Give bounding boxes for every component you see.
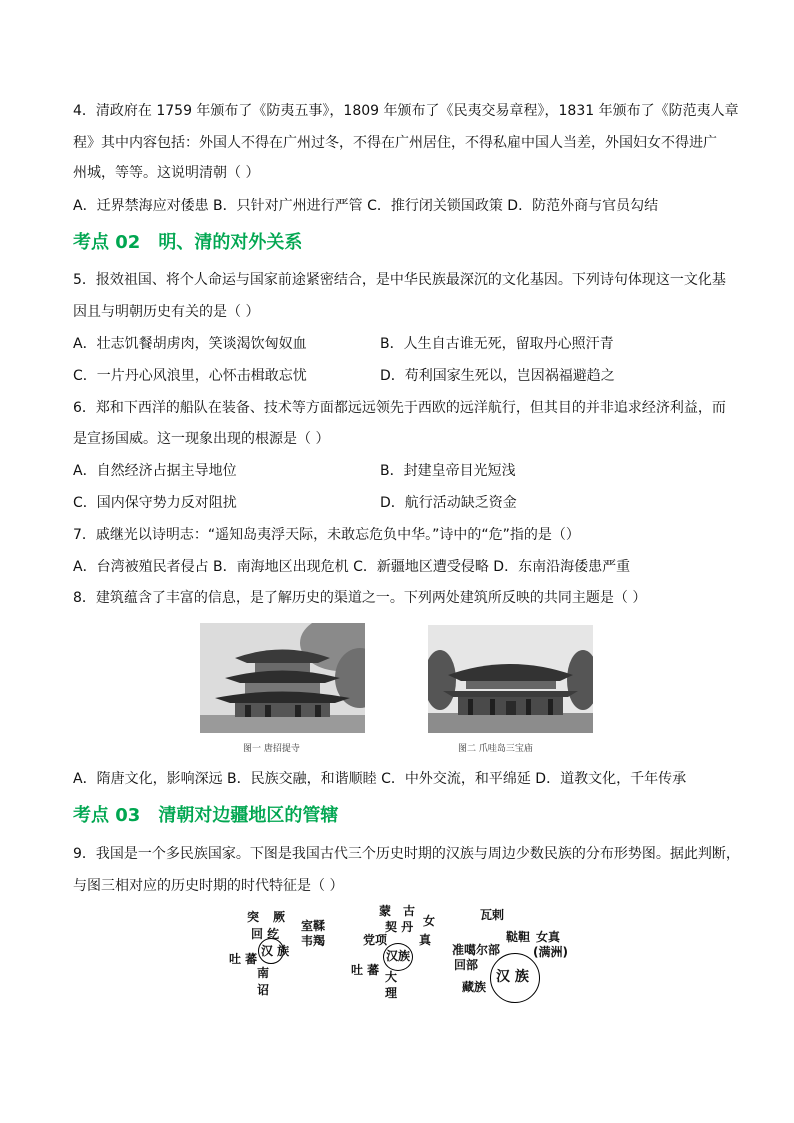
q8-options: A．隋唐文化，影响深远 B．民族交融，和谐顺睦 C．中外交流，和平绵延 D．道教文化，千年传承: [73, 771, 687, 787]
q4-stem-line3: 州城，等等。这说明清朝（ ）: [73, 165, 260, 181]
label-tubo: 吐 蕃: [229, 952, 258, 966]
q6-option-b: B．封建皇帝目光短浅: [380, 463, 516, 479]
label-li: 理: [385, 986, 398, 1000]
q9-stem-line2: 与图三相对应的历史时期的时代特征是（ ）: [73, 878, 344, 894]
label-huihe: 回 纥: [251, 927, 280, 941]
ethnic-map-2: [345, 900, 455, 1005]
q7-options: A．台湾被殖民者侵占 B．南海地区出现危机 C．新疆地区遭受侵略 D．东南沿海倭患严重: [73, 559, 631, 575]
q8-stem: 8．建筑蕴含了丰富的信息，是了解历史的渠道之一。下列两处建筑所反映的共同主题是（ ）: [73, 590, 647, 606]
q6-option-d: D．航行活动缺乏资金: [380, 495, 517, 511]
label-da: 大: [385, 970, 398, 984]
label-huibu: 回部: [454, 958, 479, 972]
label-han: 汉族: [386, 949, 411, 963]
label-wala: 瓦剌: [480, 908, 505, 922]
label-zhungeer: 准噶尔部: [452, 943, 501, 957]
label-dangxiang: 党项: [363, 933, 388, 947]
label-tujue-1: 突: [247, 910, 260, 924]
q4-stem-line2: 程》其中内容包括：外国人不得在广州过冬，不得在广州居住，不得私雇中国人当差，外国妇女不得进广: [73, 135, 717, 151]
label-tubo: 吐 蕃: [351, 963, 380, 977]
q9-stem-line1: 9．我国是一个多民族国家。下图是我国古代三个历史时期的汉族与周边少数民族的分布形势图。据此判断，: [73, 846, 740, 862]
label-zhao: 诏: [257, 983, 270, 997]
q5-option-d: D．苟利国家生死以，岂因祸福避趋之: [380, 368, 615, 384]
section-heading-02: [73, 231, 302, 255]
photo-toshodaiji: [200, 623, 365, 733]
q7-stem: 7．戚继光以诗明志：“遥知岛夷浮天际，未敢忘危负中华。”诗中的“危”指的是（）: [73, 527, 580, 543]
label-nv: 女: [423, 914, 436, 928]
label-nvzhen: 女真: [536, 930, 561, 944]
q4-options: A．迁界禁海应对倭患 B．只针对广州进行严管 C．推行闭关锁国政策 D．防范外商与官员勾结: [73, 198, 659, 214]
q6-option-c: C．国内保守势力反对阻扰: [73, 495, 237, 511]
photo1-caption: 图一 唐招提寺: [243, 744, 300, 754]
section-number: 考点 03: [73, 805, 141, 826]
label-han: 汉 族: [261, 944, 290, 958]
label-dada: 鞑靼: [506, 930, 531, 944]
q6-stem-line2: 是宣扬国威。这一现象出现的根源是（ ）: [73, 431, 330, 447]
label-meng: 蒙: [379, 904, 392, 918]
q4-stem-line1: 4．清政府在 1759 年颁布了《防夷五事》，1809 年颁布了《民夷交易章程》，1831 年颁布了《防范夷人章: [73, 103, 739, 119]
q5-option-b: B．人生自古谁无死，留取丹心照汗青: [380, 336, 614, 352]
section-title: 明、清的对外关系: [158, 232, 303, 253]
section-number: 考点 02: [73, 232, 141, 253]
label-zangzu: 藏族: [462, 980, 487, 994]
ethnic-map-3: [448, 900, 578, 1005]
label-han: 汉 族: [496, 969, 529, 985]
label-weihe: 韦羯: [301, 934, 326, 948]
q5-option-a: A．壮志饥餐胡虏肉，笑谈渴饮匈奴血: [73, 336, 307, 352]
ethnic-map-1: [225, 900, 365, 1005]
q5-stem-line2: 因且与明朝历史有关的是（ ）: [73, 304, 260, 320]
q5-option-c: C．一片丹心风浪里，心怀击楫敢忘忧: [73, 368, 307, 384]
q6-option-a: A．自然经济占据主导地位: [73, 463, 237, 479]
pagoda-illustration: [200, 623, 365, 733]
q5-stem-line1: 5．报效祖国、将个人命运与国家前途紧密结合，是中华民族最深沉的文化基因。下列诗句体现这一文化基: [73, 272, 726, 288]
label-gu: 古: [403, 904, 416, 918]
label-shiwei: 室鞣: [301, 919, 326, 933]
label-qidan: 契 丹: [385, 920, 414, 934]
section-heading-03: [73, 804, 338, 828]
temple-illustration: [428, 625, 593, 733]
label-zhen: 真: [419, 933, 432, 947]
label-manzhou: (满洲): [533, 945, 568, 959]
label-nan: 南: [257, 966, 270, 980]
q6-stem-line1: 6．郑和下西洋的船队在装备、技术等方面都远远领先于西欧的远洋航行，但其目的并非追求经济利益，而: [73, 400, 726, 416]
photo2-caption: 图二 爪哇岛三宝庙: [458, 744, 533, 754]
photo-sampokong: [428, 625, 593, 733]
label-tujue-2: 厥: [273, 910, 286, 924]
section-title: 清朝对边疆地区的管辖: [158, 805, 339, 826]
